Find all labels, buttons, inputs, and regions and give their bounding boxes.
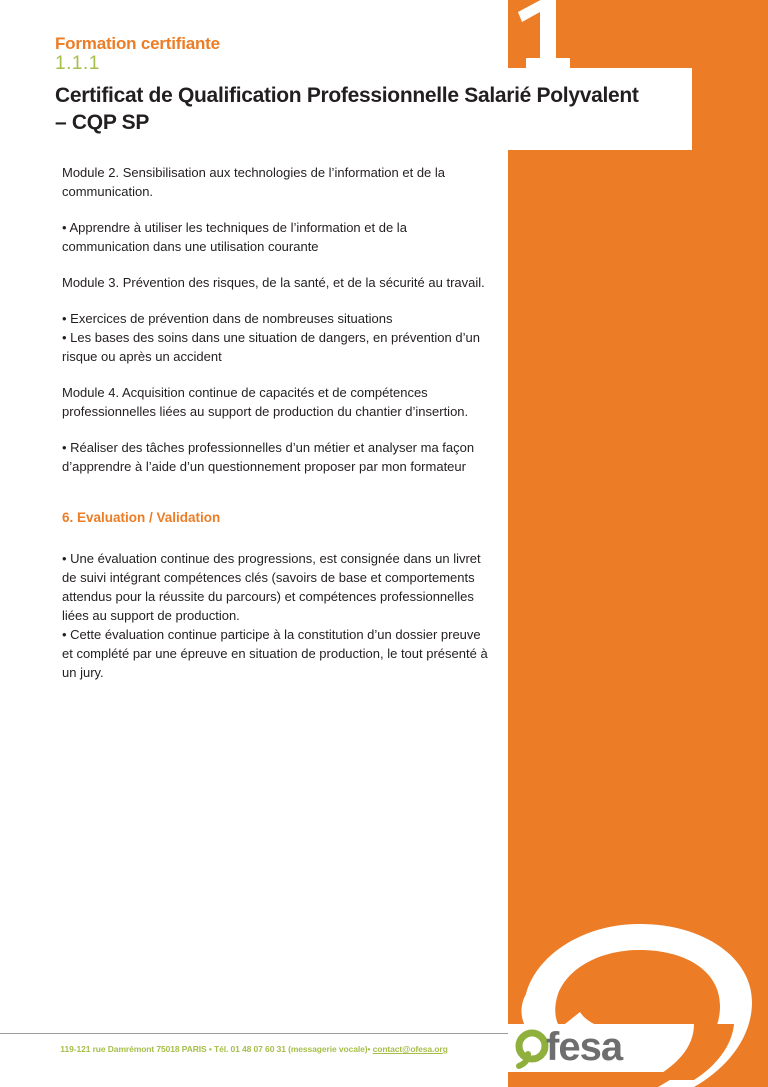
footer-contact <box>0 1043 508 1055</box>
bullet-evaluation-1: • Une évaluation continue des progressions, est consignée dans un livret de suivi intégrant compétences clés (savoirs de base et comportements attendus pour la réussite du parcours) et compétences professionnelles liées au support de production. <box>62 551 481 623</box>
footer-divider <box>0 1033 533 1034</box>
bullet-module3-2: • Les bases des soins dans une situation de dangers, en prévention d’un risque ou après un accident <box>62 330 480 364</box>
header-numbering: 1.1.1 <box>55 53 100 74</box>
section-heading-evaluation: 6. Evaluation / Validation <box>62 510 221 525</box>
footer-email-link[interactable]: contact@ofesa.org <box>372 1044 448 1054</box>
ofesa-logo <box>508 920 768 1087</box>
bullet-module3-1: • Exercices de prévention dans de nombreuses situations <box>62 311 393 326</box>
document-body <box>62 163 492 682</box>
document-header <box>55 34 655 136</box>
paragraph-module3: Module 3. Prévention des risques, de la santé, et de la sécurité au travail. <box>62 275 485 290</box>
header-eyebrow: Formation certifiante <box>55 34 220 53</box>
paragraph-module4: Module 4. Acquisition continue de capacités et de compétences professionnelles liées au support de production du chantier d’insertion. <box>62 385 469 419</box>
page-title: Certificat de Qualification Professionnelle Salarié Polyvalent – CQP SP <box>55 84 639 134</box>
bullet-module4: • Réaliser des tâches professionnelles d’un métier et analyser ma façon d’apprendre à l’aide d’un questionnement proposer par mon formateur <box>62 440 475 474</box>
footer-address: 119-121 rue Damrémont 75018 PARIS • Tél. 01 48 07 60 31 (messagerie vocale)• <box>60 1044 373 1054</box>
bullet-evaluation-2: • Cette évaluation continue participe à la constitution d’un dossier preuve et complété par une épreuve en situation de production, le tout présenté à un jury. <box>62 627 488 680</box>
svg-text:fesa: fesa <box>546 1025 623 1069</box>
paragraph-module2: Module 2. Sensibilisation aux technologies de l’information et de la communication. <box>62 165 446 199</box>
bullet-module2: • Apprendre à utiliser les techniques de l’information et de la communication dans une utilisation courante <box>62 220 407 254</box>
